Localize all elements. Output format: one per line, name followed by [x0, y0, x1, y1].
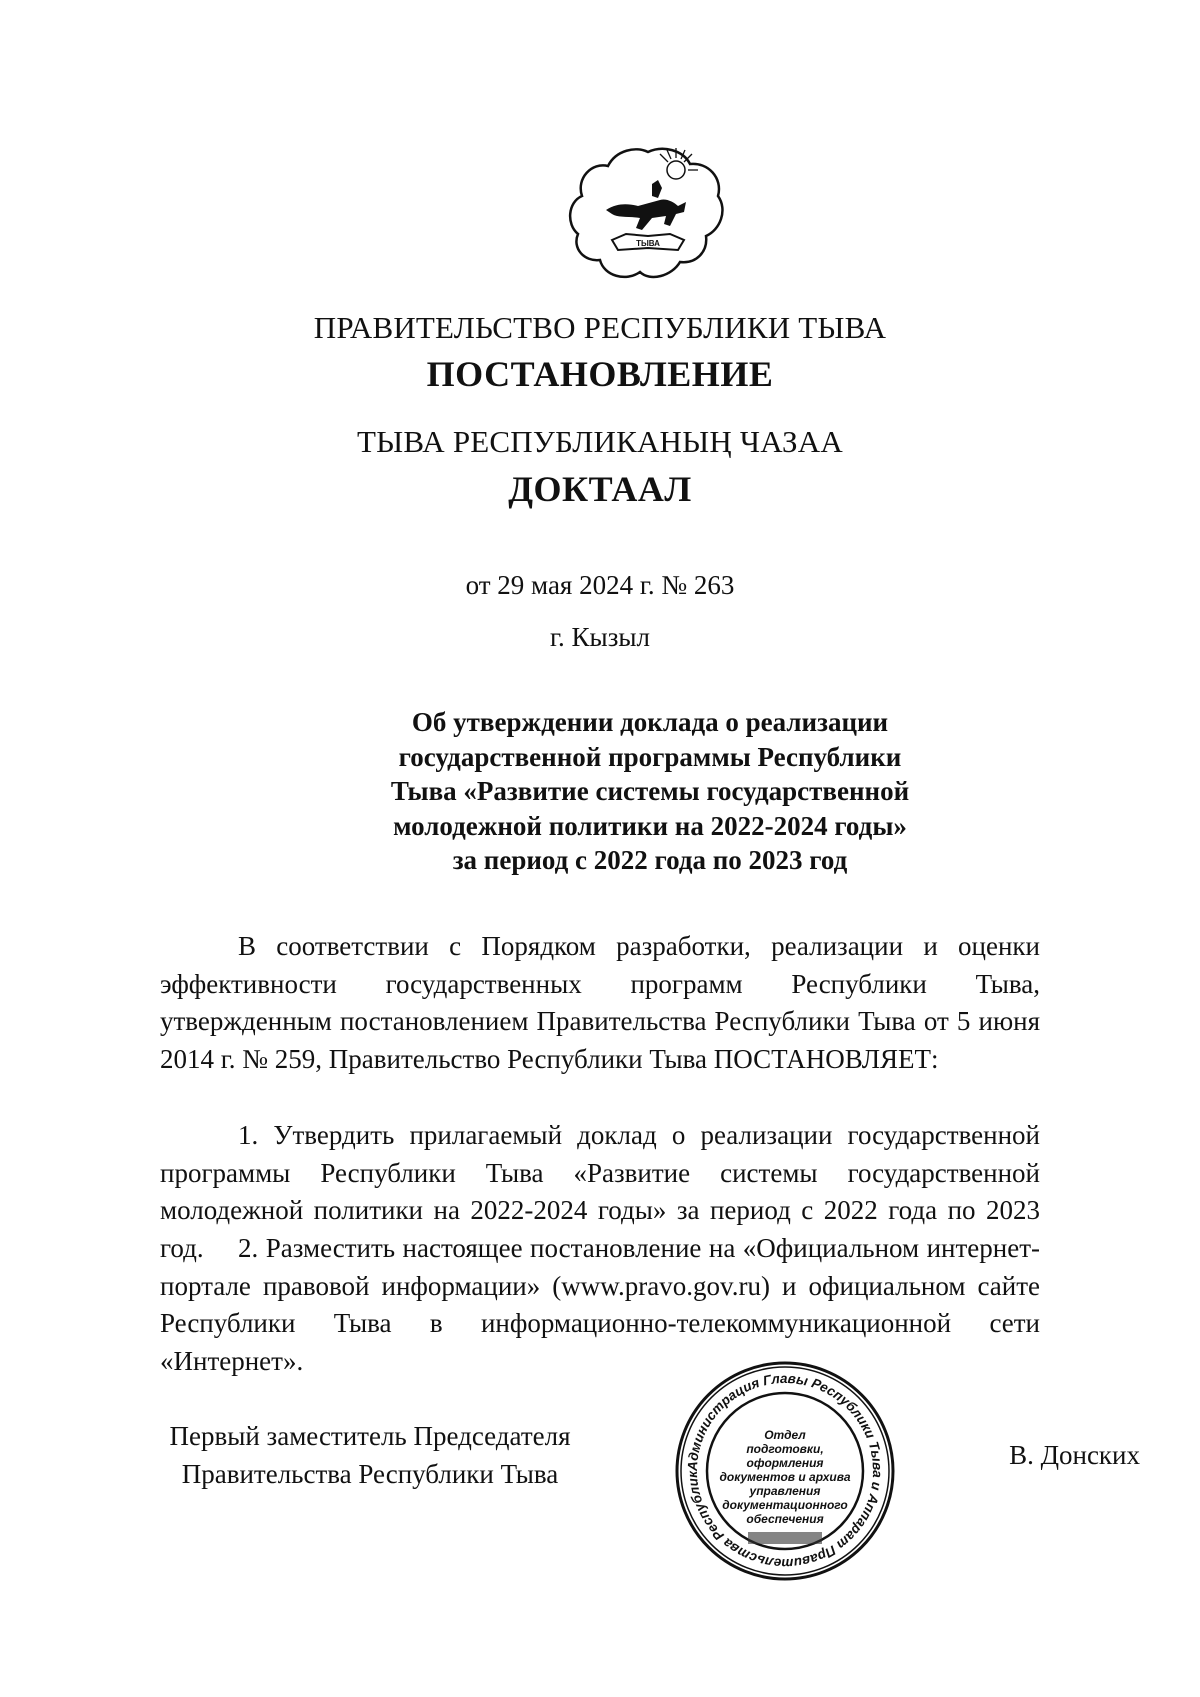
city: г. Кызыл [550, 622, 650, 652]
stamp-line: оформления [746, 1456, 824, 1470]
stamp-center-text [710, 1428, 860, 1526]
signer-position-line: Правительства Республики Тыва [181, 1459, 559, 1489]
document-title [350, 705, 950, 878]
tuva-emblem [568, 140, 728, 290]
title-line: Об утверждении доклада о реализации [411, 707, 889, 737]
title-line: Тыва «Развитие системы государственной [390, 776, 910, 806]
org-name-russian: ПРАВИТЕЛЬСТВО РЕСПУБЛИКИ ТЫВА [313, 310, 887, 345]
stamp-line: подготовки, [746, 1442, 824, 1456]
official-stamp [670, 1356, 900, 1586]
title-line: за период с 2022 года по 2023 год [452, 845, 848, 875]
emblem-ribbon-text: ТЫВА [636, 239, 660, 248]
stamp-line: документационного [722, 1498, 848, 1512]
doc-type-russian: ПОСТАНОВЛЕНИЕ [426, 354, 774, 394]
signer-name: В. Донских [1009, 1440, 1140, 1470]
stamp-line: управления [749, 1484, 821, 1498]
stamp-line: Отдел [764, 1428, 806, 1442]
resolution-item-2: 2. Разместить настоящее постановление на «Официальном интернет-портале правовой информации» (www.pravo.gov.ru) и официальном сайте Республики Тыва в информационно-телекоммуникационной сети «Интернет». [160, 1233, 1040, 1376]
intro-paragraph: В соответствии с Порядком разработки, реализации и оценки эффективности государственных программ Республики Тыва, утвержденным постановлением Правительства Республики Тыва от 5 июня 2014 г. № 259, Правительство Республики Тыва ПОСТАНОВЛЯЕТ: [160, 931, 1040, 1074]
signer-position [160, 1417, 580, 1493]
title-line: молодежной политики на 2022-2024 годы» [393, 810, 907, 841]
title-line: государственной программы Республики [398, 741, 902, 772]
date-and-number: от 29 мая 2024 г. № 263 [465, 570, 735, 600]
org-name-tuvan: ТЫВА РЕСПУБЛИКАНЫҢ ЧАЗАА [357, 424, 843, 459]
stamp-line: обеспечения [746, 1512, 824, 1526]
resolution-item-1: 1. Утвердить прилагаемый доклад о реализации государственной программы Республики Тыва «Развитие системы государственной молодежной политики на 2022-2024 годы» за период с 2022 года по 2023 год. [160, 1120, 1040, 1263]
stamp-line: документов и архива [719, 1470, 851, 1484]
signer-position-line: Первый заместитель Председателя [169, 1421, 571, 1451]
doc-type-tuvan: ДОКТААЛ [508, 469, 692, 509]
stamp-ring-text: Администрация Главы Республики Тыва и Аппарат Правительства Республик [684, 1370, 886, 1572]
